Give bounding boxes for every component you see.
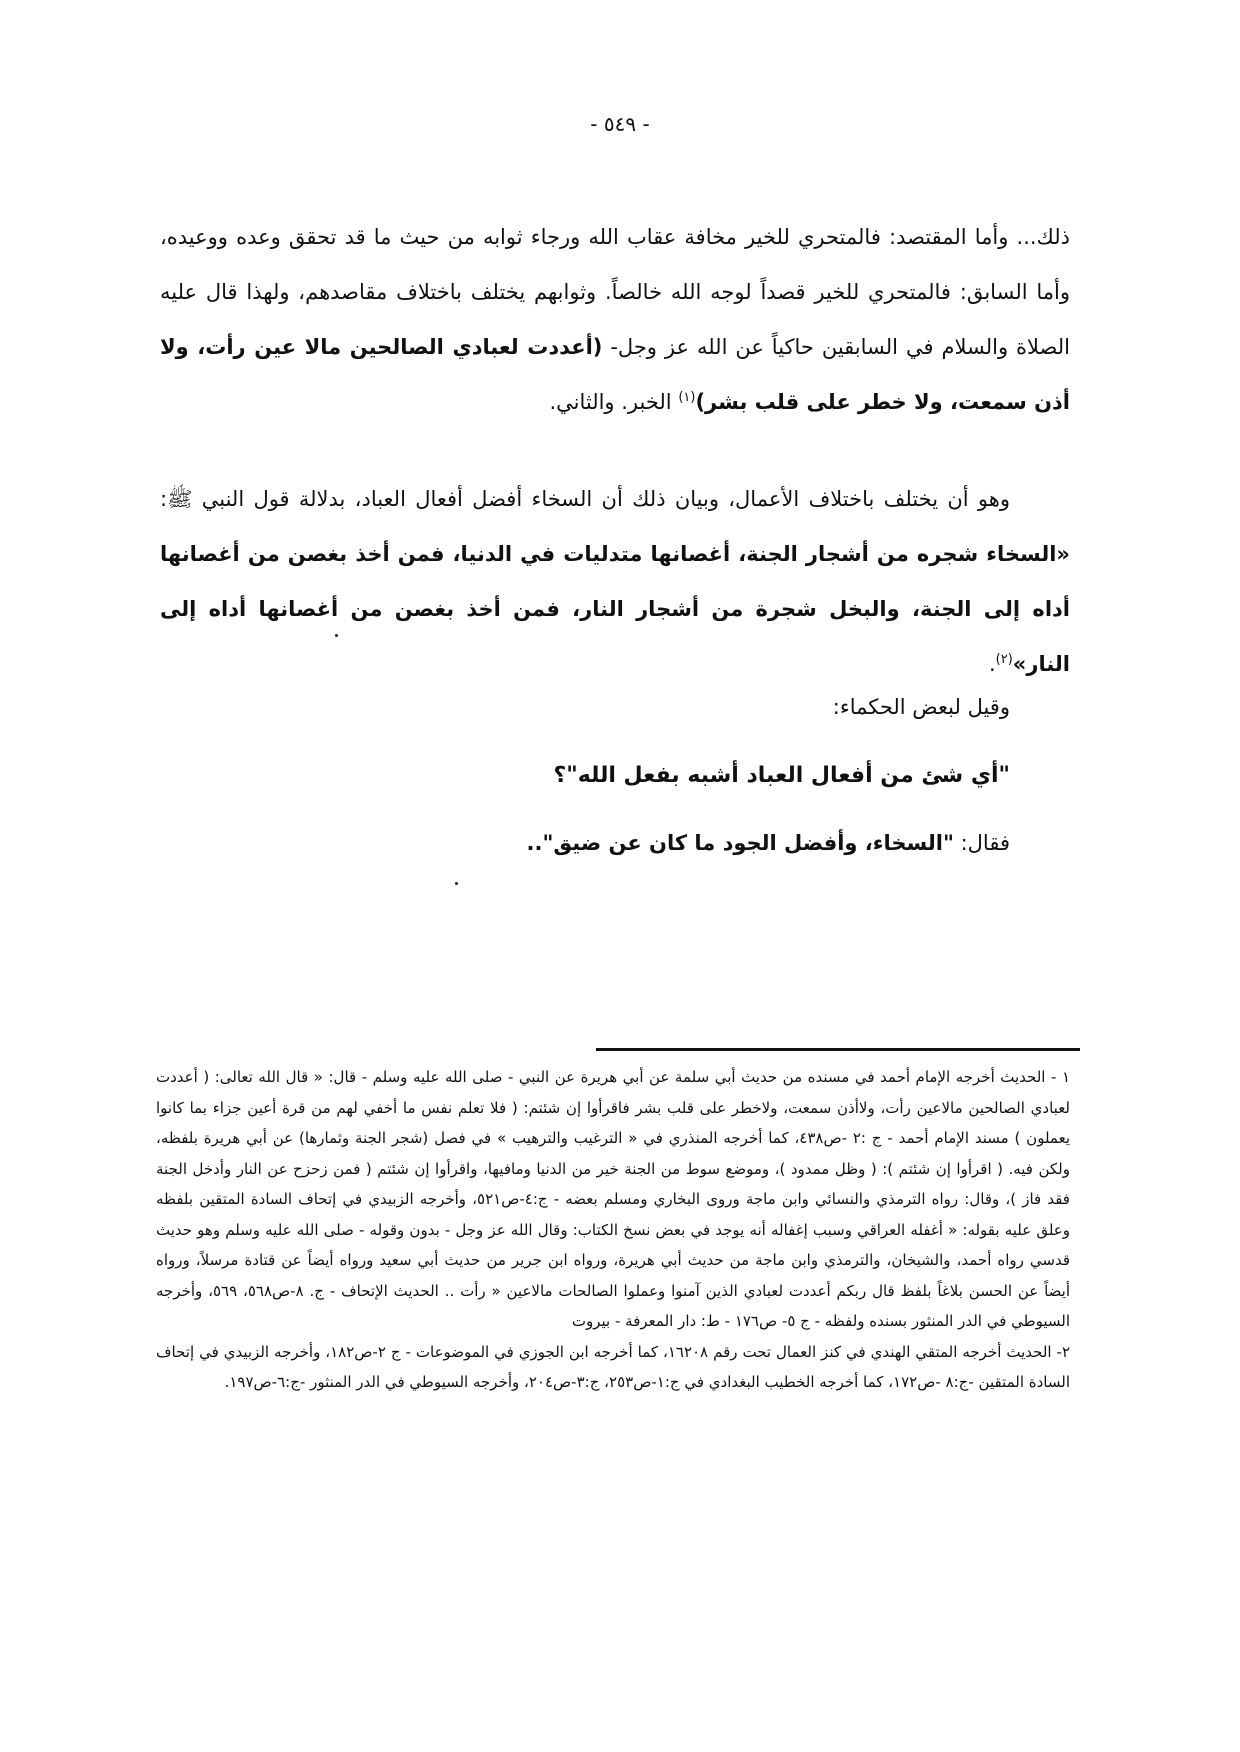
answer-label: فقال: bbox=[953, 831, 1010, 855]
footnotes bbox=[156, 1062, 1070, 1398]
footnote-1: ١ - الحديث أخرجه الإمام أحمد في مسنده من حديث أبي سلمة عن أبي هريرة عن النبي - صلى الله عليه وسلم - قال: « قال الله تعالى: ( أعددت لعبادي الصالحين مالاعين رأت، ولاأذن سمعت، ولاخطر على قلب بشر فاقرأوا إن شئتم: ( فلا تعلم نفس ما أخفي لهم من قرة أعين جزاء بما كانوا يعملون ) مسند الإمام أحمد - ج :٢ -ص٤٣٨، كما أخرجه المنذري في « الترغيب والترهيب » في فصل (شجر الجنة وثمارها) عن أبي هريرة بلفظه، ولكن فيه. ( اقرأوا إن شئتم ): ( وظل ممدود )، وموضع سوط من الجنة خير من الدنيا ومافيها، واقرأوا إن شئتم ( فمن زحزح عن النار وأدخل الجنة فقد فاز )، وقال: رواه الترمذي والنسائي وابن ماجة وروى البخاري ومسلم بعضه - ج:٤-ص٥٢١، وأخرجه الزبيدي في إتحاف السادة المتقين بلفظه وعلق عليه بقوله: « أغفله العراقي وسبب إغفاله أنه يوجد في بعض نسخ الكتاب: وقال الله عز وجل - بدون وقوله - صلى الله عليه وسلم وهو حديث قدسي رواه أحمد، والشيخان، والترمذي وابن ماجة من حديث أبي هريرة، ورواه ابن جرير من حديث أبي سعيد ورواه أيضاً عن قتادة مرسلاً، ورواه أيضاً عن الحسن بلاغاً بلفظ قال ربكم أعددت لعبادي الذين آمنوا وعملوا الصالحات مالاعين « رأت .. الحديث الإتحاف - ج. ٨-ص٥٦٨، ٥٦٩، وأخرجه السيوطي في الدر المنثور بسنده ولفظه - ج ٥- ص١٧٦ - ط: دار المعرفة - بيروت bbox=[156, 1068, 1070, 1330]
paragraph-2-end: . bbox=[988, 652, 996, 676]
footnote-ref-1[interactable]: (١) bbox=[678, 390, 696, 405]
scan-speck bbox=[455, 882, 458, 885]
paragraph-3-text: وقيل لبعض الحكماء: bbox=[832, 695, 1010, 719]
paragraph-1-text: ذلك... وأما المقتصد: فالمتحري للخير مخافة عقاب الله ورجاء ثوابه من حيث ما قد تحقق وعده ووعيده، وأما السابق: فالمتحري للخير قصداً لوجه الله خالصاً. وثوابهم يختلف باختلاف مقاصدهم، ولهذا قال عليه الصلاة والسلام في السابقين حاكياً عن الله عز وجل- bbox=[160, 225, 1071, 359]
paragraph-2 bbox=[160, 472, 1070, 692]
paragraph-1-tail: الخبر. والثاني. bbox=[549, 390, 679, 414]
scan-speck bbox=[335, 634, 338, 637]
paragraph-3 bbox=[160, 680, 1010, 735]
question-quote: "أي شئ من أفعال العباد أشبه بفعل الله"؟ bbox=[553, 763, 1010, 788]
answer-quote: "السخاء، وأفضل الجود ما كان عن ضيق".. bbox=[526, 831, 954, 855]
footnote-2: ٢- الحديث أخرجه المتقي الهندي في كنز العمال تحت رقم ١٦٢٠٨، كما أخرجه ابن الجوزي في الموضوعات - ج ٢-ص١٨٢، وأخرجه الزبيدي في إتحاف السادة المتقين -ج:٨ -ص١٧٢، كما أخرجه الخطيب البغدادي في ج:١-ص٢٥٣، ج:٣-ص٢٠٤، وأخرجه السيوطي في الدر المنثور -ج:٦-ص١٩٧. bbox=[156, 1342, 1070, 1391]
paragraph-1 bbox=[160, 210, 1070, 430]
paragraph-5 bbox=[160, 816, 1010, 871]
paragraph-4 bbox=[160, 748, 1010, 803]
footnote-separator bbox=[596, 1048, 1080, 1051]
footnote-ref-2[interactable]: (٢) bbox=[995, 652, 1013, 667]
page-number: - ٥٤٩ - bbox=[590, 112, 650, 136]
hadith-quote-1: (أعددت لعبادي الصالحين مالا عين رأت، ولا أذن سمعت، ولا خطر على قلب بشر) bbox=[160, 335, 1070, 414]
hadith-quote-2: «السخاء شجره من أشجار الجنة، أغصانها متدليات في الدنيا، فمن أخذ بغصن من أغصانها أداه إلى الجنة، والبخل شجرة من أشجار النار، فمن أخذ بغصن من أغصانها أداه إلى النار» bbox=[160, 542, 1070, 676]
paragraph-2-text: وهو أن يختلف باختلاف الأعمال، وبيان ذلك أن السخاء أفضل أفعال العباد، بدلالة قول النبي ﷺ: bbox=[160, 487, 1010, 511]
